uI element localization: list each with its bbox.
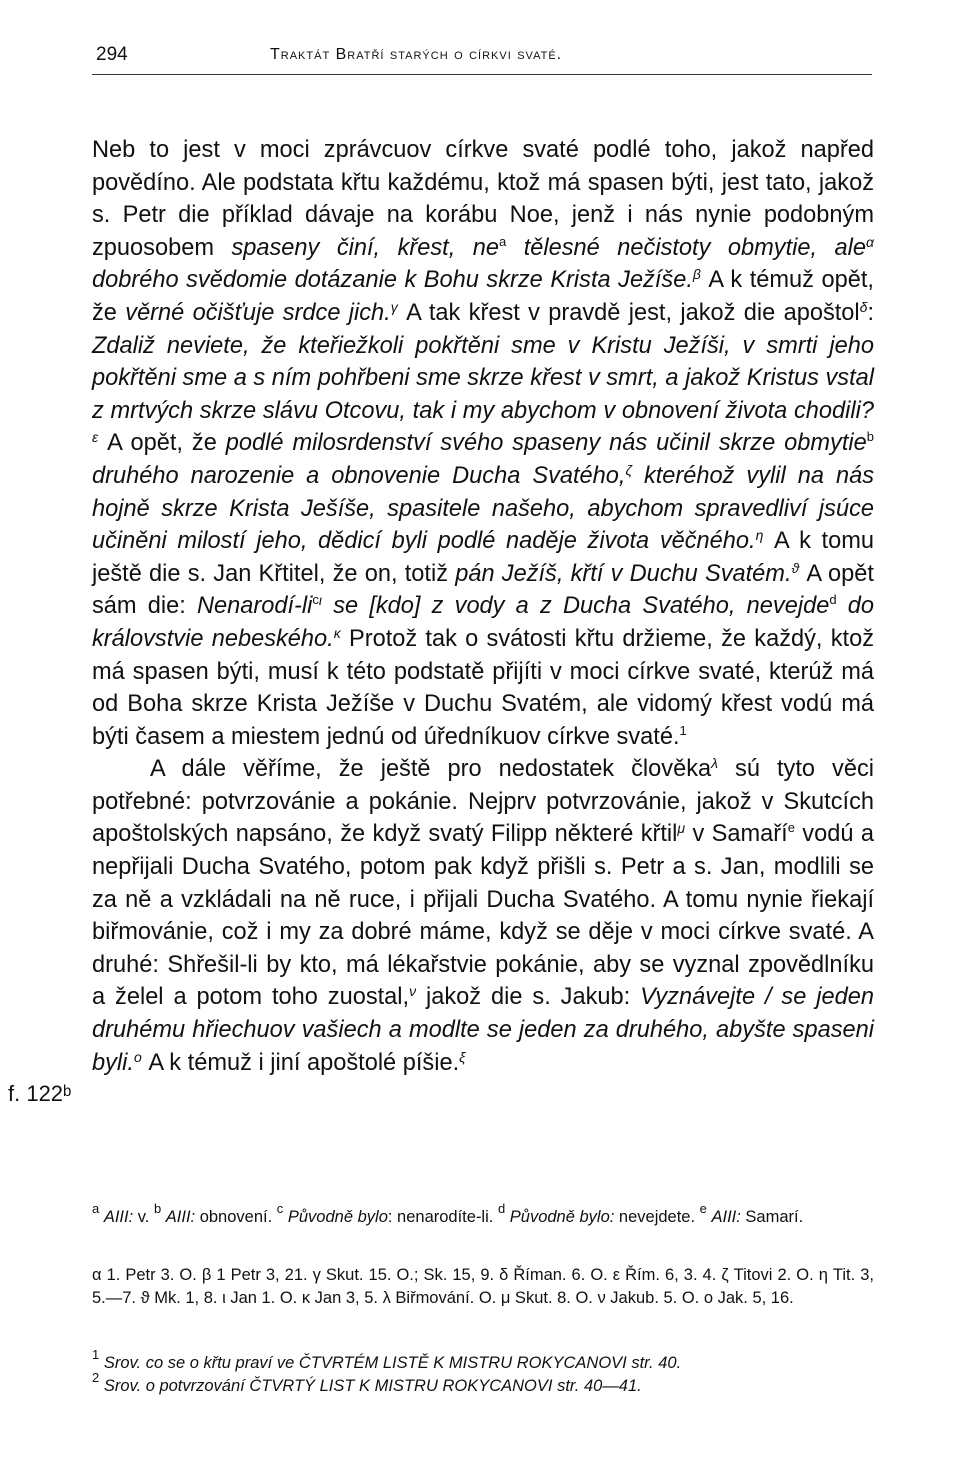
note-text: Srov. o potvrzování ČTVRTÝ LIST K MISTRU ROKYCANOVI str. 40—41. [99,1377,642,1395]
text-run: A k témuž i jiní apoštolé píšie. [141,1049,460,1076]
note-line [92,1347,874,1375]
reference-mark: ν [409,983,417,1000]
quote-run: kteréhož vylil na nás hojně skrze Krista Ješíše, spasitele našeho, abychom spravedliví jsúce učiněni milostí jeho, dědicí byli podlé naděje života věčného. [92,462,874,555]
reference-mark: ζ [625,461,632,478]
quote-run: věrné očišťuje srdce jich. [125,299,391,326]
reference-notes [92,1264,874,1310]
quote-run: do královstvie nebeského. [92,593,874,652]
reference-mark: λ [711,755,719,772]
note-mark: d [497,1201,506,1216]
text-run: A k témuž opět, že [92,267,874,326]
text-run: Neb to jest v moci zprávcuov církve svaté podlé toho, jakož napřed povědíno. Ale podstata křtu každému, ktož má spasen býti, jest tato, jakož s. Petr die příklad dávaje na korábu Noe, jenž i nás nynie podobným zpuosobem [92,137,874,261]
reference-mark: μ [677,820,686,837]
note-mark: a [92,1201,100,1216]
note-source: Původně bylo: [509,1208,615,1226]
text-run: vodú a nepřijali Ducha Svatého, potom pak když přišli s. Petr a s. Jan, modlili se za ně a vzkládali na ně ruce, i přijali Ducha Svatého. A tomu nynie řiekají biřmovánie, což i my za dobré máme, když se děje v moci církve svaté. A druhé: Shřešil-li by kto, má lékařstvie pokánie, aby se vyznal zpovědlníku a želel a potom toho zuostal, [92,821,874,1011]
reference-mark: η [755,527,764,544]
footnote-mark: c [312,592,319,608]
reference-mark: α [866,233,874,250]
paragraph [92,134,874,753]
reference-mark: ε [92,429,99,446]
header-rule [92,74,872,75]
quote-run: Nenarodí-li [197,593,313,620]
reference-mark: ο [133,1048,142,1065]
note-text: v. [133,1208,154,1226]
quote-run: dobrého svědomie dotázanie k Bohu skrze Krista Ježíše. [92,267,693,294]
quote-run: druhého narozenie a obnovenie Ducha Svatého, [92,462,626,489]
text-run: : [867,299,874,326]
note-text: nevejdete. [614,1208,700,1226]
reference-mark: ι [318,592,323,609]
note-source: AIII: [103,1208,134,1226]
quote-run: podlé milosrdenství svého spaseny nás učinil skrze obmytie [225,430,867,457]
reference-mark: κ [333,624,341,641]
variant-notes [92,1201,874,1229]
text-run: v Samaří [685,821,788,848]
text-run: A dále věříme, že ještě pro nedostatek člověka [150,756,712,783]
text-run: A k tomu ještě die s. Jan Křtitel, že on, totiž [92,528,874,587]
note-source: AIII: [165,1208,196,1226]
quote-run: Zdaliž neviete, že kteřiežkoli pokřtěni sme v Kristu Ježíši, v smrti jeho pokřtěni sme a s ním pohřbeni sme skrze křest v smrt, a jakož Kristus vstal z mrtvých skrze slávu Otcovu, tak i my abychom v obnovení života chodili? [92,332,874,424]
quote-run: spaseny činí, křest, ne [231,234,499,261]
note-mark: 2 [92,1370,100,1385]
text-run: Protož tak o svátosti křtu držieme, že každý, ktož má spasen býti, musí k této podstatě přijíti v moci církve svaté, kterúž má od Boha skrze Krista Ježíše v Duchu Svatém, ale vidomý křest vodú má býti časem a miestem jednú od úředníkuov církve svaté. [92,625,874,750]
reference-mark: β [692,266,701,283]
quote-run: tělesné nečistoty obmytie, ale [506,234,867,261]
footnote-mark: 1 [679,722,687,738]
text-run: sú tyto věci potřebné: potvrzovánie a pokánie. Nejprv potvrzovánie, jakož v Skutcích apoštolských napsáno, že když svatý Filipp některé křtil [92,756,874,848]
note-line [92,1370,874,1398]
note-line [92,1201,874,1229]
editor-notes [92,1347,874,1398]
reference-mark: ξ [459,1048,466,1065]
text-run: A tak křest v pravdě jest, jakož die apoštol [397,299,860,326]
note-source: Původně bylo [287,1208,388,1226]
note-text: : nenarodíte-li. [387,1208,498,1226]
folio-marker: f. 122ᵇ [8,1081,72,1106]
note-mark: 1 [92,1347,100,1362]
footnote-mark: a [499,233,507,249]
text-run: jakož die s. Jakub: [416,984,641,1011]
text-run: A opět sám die: [92,560,874,620]
footnote-mark: d [829,592,837,608]
text-run: A opět, že [98,430,226,457]
footnote-mark: e [787,820,795,836]
note-text: Samarí. [740,1208,804,1226]
reference-mark: γ [390,298,398,315]
note-text: obnovení. [195,1208,277,1226]
note-mark: e [699,1201,707,1216]
main-text [92,134,874,1079]
quote-run: pán Ježíš, křtí v Duchu Svatém. [455,560,792,587]
quote-run: Vyznávejte / se jeden druhému hřiechuov vašiech a modlte se jeden za druhého, abyšte spaseni byli. [92,984,874,1076]
note-source: AIII: [711,1208,741,1226]
note-mark: c [276,1201,284,1216]
running-title: Traktát Bratří starých o církvi svaté. [270,46,563,63]
reference-mark: ϑ [791,559,800,576]
note-mark: b [153,1201,162,1216]
reference-mark: δ [859,298,868,315]
footnote-mark: b [866,429,874,445]
page-header [92,44,872,76]
page-number: 294 [96,44,128,65]
quote-run: se [kdo] z vody a z Ducha Svatého, nevejde [322,593,830,620]
paragraph [92,753,874,1079]
note-text: Srov. co se o křtu praví ve ČTVRTÉM LISTĚ K MISTRU ROKYCANOVI str. 40. [99,1354,682,1372]
note-line: α 1. Petr 3. O. β 1 Petr 3, 21. γ Skut. 15. O.; Sk. 15, 9. δ Říman. 6. O. ε Řím. 6, 3. 4. ζ Titovi 2. O. η Tit. 3, 5.—7. ϑ Mk. 1, 8. ι Jan 1. O. κ Jan 3, 5. λ Biřmování. O. μ Skut. 8. O. ν Jakub. 5. O. ο Jak. 5, 16. [92,1266,874,1307]
